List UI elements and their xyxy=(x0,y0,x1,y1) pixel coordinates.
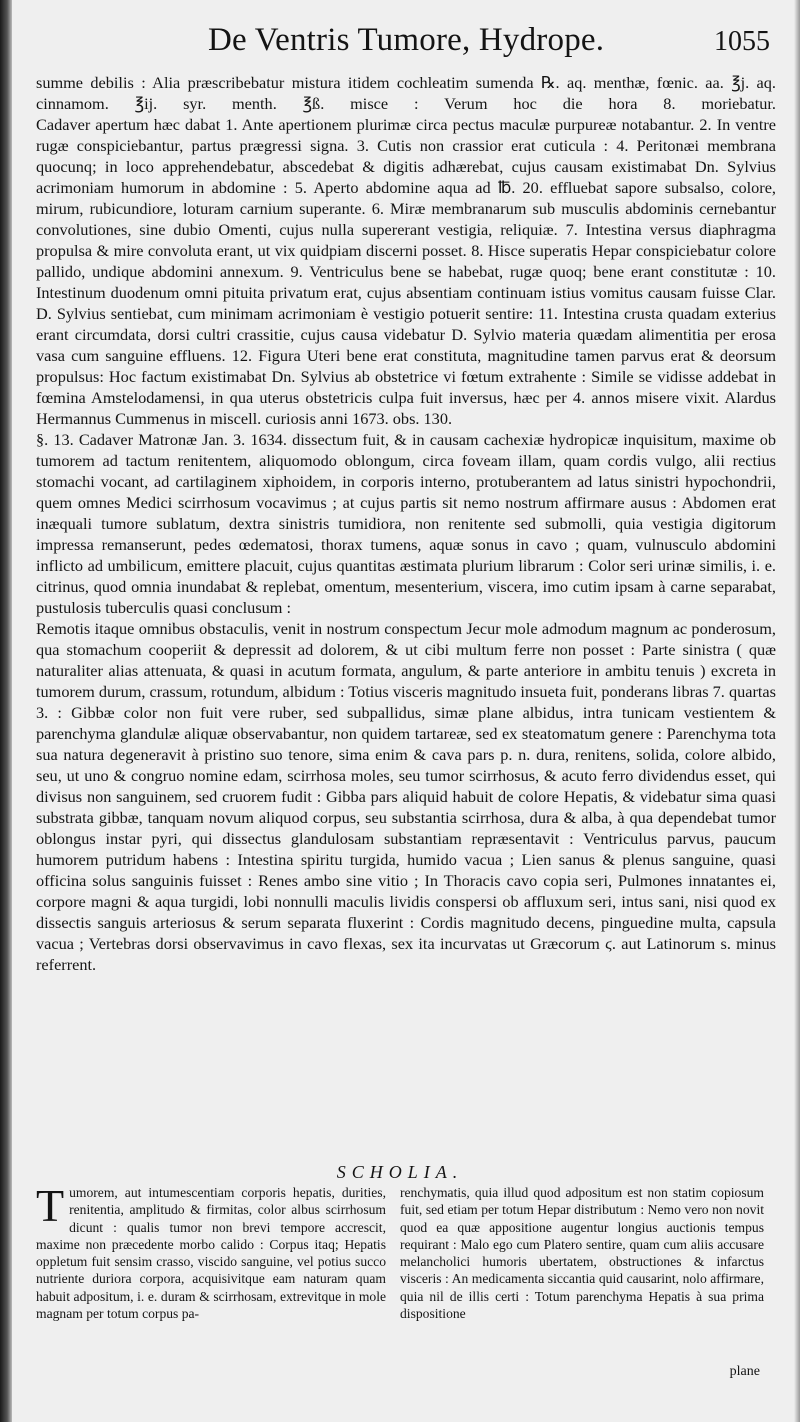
paragraph-liver-description: Remotis itaque omnibus obstaculis, venit in nostrum conspectum Jecur mole admodum magnum ac ponderosum, qua stomachum cooperiit & depressit ad dolorem, & ut cibi multum ferre non posset : Parte sinistra ( quæ naturaliter alias attenuata, & quasi in acutum formata, angulum, & parte anteriore in ambitu tenuis ) excreta in tumorem durum, crassum, rotundum, albidum : Totius visceris magnitudo insueta fuit, ponderans libras 7. quartas 3. : Gibbæ color non fuit vere ruber, sed subpallidus, simæ plane albidus, intra tunicam vestientem & parenchyma glandulæ aliquæ observabantur, non quidem tartareæ, sed ex steatomatum genere : Parenchyma tota sua natura degeneravit à pristino suo tenore, sima enim & cava pars p. n. dura, renitens, solida, colore albido, seu, ut uno & congruo nomine edam, scirrhosa moles, seu tumor scirrhosus, & acuto ferro dividendus esset, qui divisus non sanguinem, sed cruorem fudit : Gibba pars aliquid habuit de colore Hepatis, & videbatur sima quasi substrata gibbæ, tanquam novum aliquod corpus, seu substantia scirrhosa, dura & alba, à qua dependebat tumor oblongus instar pyri, qui dissectus glandulosam substantiam repræsentavit : Ventriculus parvus, paucum humorem putridum habens : Intestina spiritu turgida, humido vacua ; Lien sanus & plenus sanguine, quasi officina solus sanguinis fuisset : Renes ambo sine vitio ; In Thoracis cavo copia seri, Pulmones innatantes ei, corpore magni & aqua turgidi, lobi nonnulli maculis lividis conspersi ob affluxum seri, intus sani, nisi quod ex dissectis sanguis arteriosus & serum separata fluxerint : Cordis magnitudo decens, pinguedine multa, capsula vacua ; Vertebras dorsi observavimus in cavo flexas, sex ita incurvatas ut Græcorum ϛ. aut Latinorum s. minus referrent. xyxy=(36,619,776,974)
page-header xyxy=(40,22,776,66)
drop-cap: T xyxy=(36,1180,65,1231)
paragraph-autopsy-findings: Cadaver apertum hæc dabat 1. Ante apertionem plurimæ circa pectus maculæ purpureæ notabantur. 2. In ventre rugæ conspiciebantur, partus prægressi signa. 3. Cutis non crassior erat cuticula : 4. Peritonæi membrana quocunq; in loco apprehendebatur, abscedebat & digitis adhærebat, cujus causam existimabat Dn. Sylvius acrimoniam humorum in abdomine : 5. Aperto abdomine aqua ad ℔. 20. effluebat sapore subsalso, colore, mirum, rubicundiore, loturam carnium superante. 6. Miræ membranarum sub musculis abdominis cernebantur convolutiones, sine dubio Omenti, cujus nulla supererant vestigia, reliquiæ. 7. Intestina versus diaphragma propulsa & mire convoluta erant, ut vix quidpiam discerni posset. 8. Hisce superatis Hepar conspiciebatur colore pallido, undique abdomini annexum. 9. Ventriculus bene se habebat, rugæ quoq; bene erant constitutæ : 10. Intestinum duodenum omni pituita privatum erat, cujus absentiam continuam istius vomitus causam fuisse Clar. D. Sylvius sentiebat, cum minimam acrimoniam è vestigio potuerit sentire: 11. Intestina crusta quadam exterius erant circumdata, dorsi cultri crassitie, cujus causa videbatur D. Sylvio materia quædam alimentitia per erosa vasa cum sanguine effluens. 12. Figura Uteri bene erat constituta, magnitudine tamen parvus erat & deorsum propulsus: Hoc factum existimabat Dn. Sylvius ab obstetrice vi fœtum extrahente : Simile se vidisse addebat in fœmina Amstelodamensi, in qua uterus obstetricis culpa fuit inversus, hæc per 4. annos misere vixit. Alardus Hermannus Cummenus in miscell. curiosis anni 1673. obs. 130. xyxy=(36,115,776,428)
scholia-left-column xyxy=(36,1180,386,1322)
paragraph-prescription: summe debilis : Alia præscribebatur mistura itidem cochleatim sumenda ℞. aq. menthæ, fœnic. aa. ℥j. aq. cinnamom. ℥ij. syr. menth. ℥ß. misce : Verum hoc die hora 8. moriebatur. xyxy=(36,73,776,113)
scholia-left-text: umorem, aut intumescentiam corporis hepatis, durities, renitentia, amplitudo & firmitas, color albus scirrhosum dicunt : qualis tumor non brevi tempore accrescit, maxime non præcedente morbo calido : Corpus itaq; Hepatis oppletum fuit sensim crasso, viscido sanguine, vel potius succo nutriente duriora corpora, acquisivitque eam naturam quam habuit adpositum, i. e. duram & scirrhosam, extrevitque in mole magnam per totum corpus pa- xyxy=(36,1185,386,1322)
main-text xyxy=(36,72,776,975)
page-spine-shadow xyxy=(0,0,12,1422)
paragraph-section-13: §. 13. Cadaver Matronæ Jan. 3. 1634. dissectum fuit, & in causam cachexiæ hydropicæ inquisitum, maxime ob tumorem ad tactum renitentem, aliquomodo oblongum, circa foveam illam, quam cordis vulgo, alii rectius stomachi vocant, ad cartilaginem xiphoidem, in corporis interno, protuberantem ad latus sinistri hypochondrii, quem omnes Medici scirrhosum vocavimus ; at cujus partis sit nemo nostrum affirmare ausus : Abdomen erat inæquali tumore sublatum, dextra sinistris tumidiora, non renitente sed submolli, quia vestigia digitorum impressa remanserunt, pedes œdematosi, thorax tumens, aquæ sonus in cavo ; quam, vulnusculo abdomini inflicto ad umbilicum, emittere placuit, cujus quantitas æstimata plurium librarum : Color seri urinæ similis, i. e. citrinus, quod omnia inundabat & replebat, omentum, mesenterium, viscera, imo cutim ipsam à carne separabat, pustulosis tuberculis quasi conclusum : xyxy=(36,430,776,617)
catchword: plane xyxy=(729,1364,760,1379)
page-edge-shadow xyxy=(794,0,800,1422)
scholia-right-text: renchymatis, quia illud quod adpositum est non statim copiosum fuit, sed etiam per totum Hepar distributum : Nemo vero non novit quod ea quæ appositione augentur longius auctionis tempus requirant : Malo ego cum Platero sentire, quam cum aliis accusare melancholici humoris ubertatem, obstructiones & infarctus visceris : An medicamenta siccantia quid causarint, nolo affirmare, quia nil de illis certi : Totum parenchyma Hepatis à sua prima dispositione xyxy=(400,1185,764,1322)
scholia-heading: SCHOLIA. xyxy=(336,1162,464,1182)
running-title: De Ventris Tumore, Hydrope. xyxy=(208,22,605,58)
scholia-right-column xyxy=(400,1184,764,1322)
page-number: 1055 xyxy=(714,26,770,57)
